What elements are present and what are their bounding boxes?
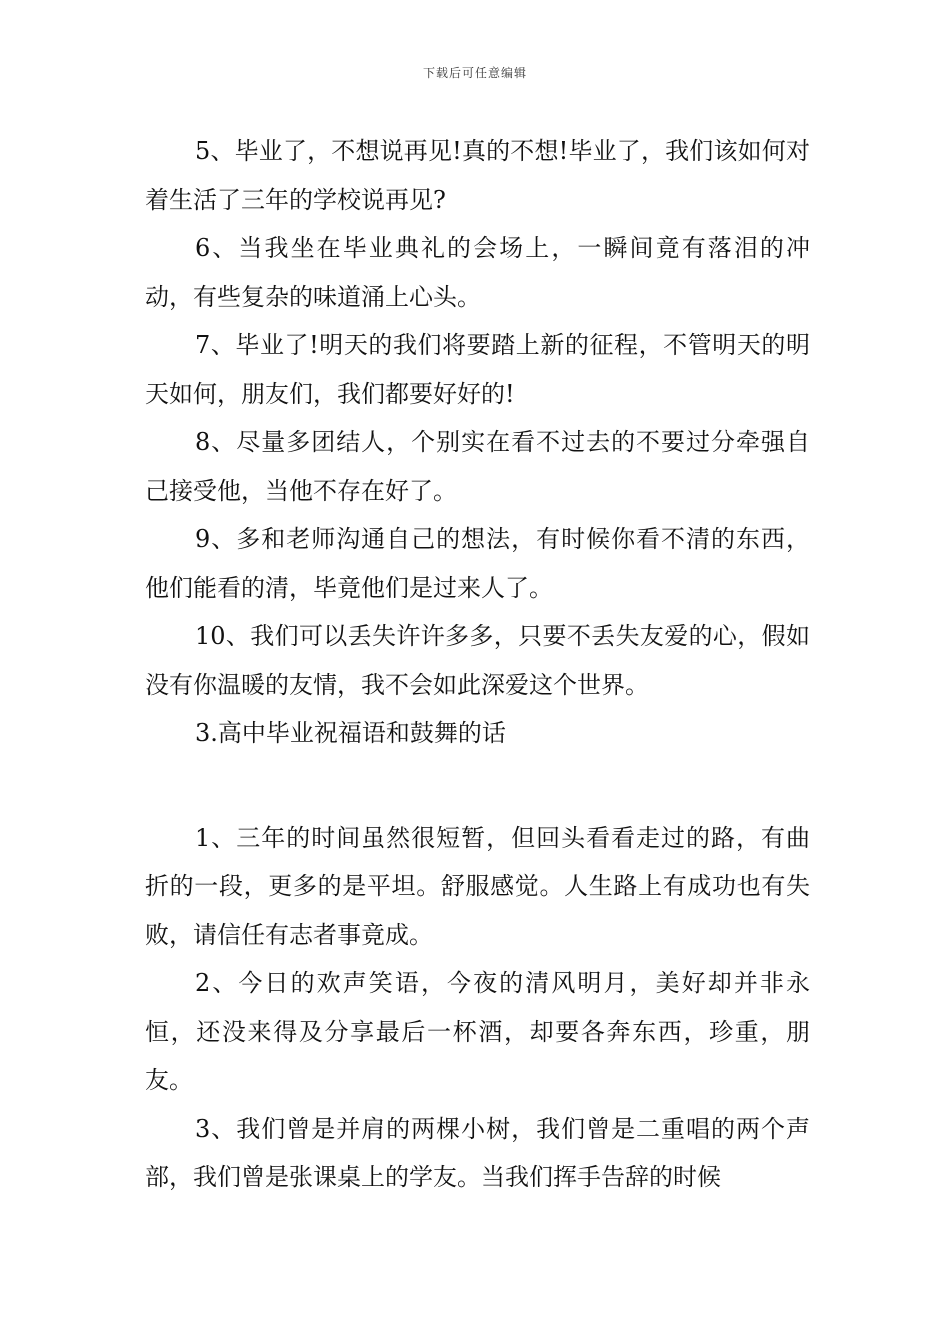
paragraph-b1: 1、三年的时间虽然很短暂，但回头看看走过的路，有曲折的一段，更多的是平坦。舒服感觉。人生路上有成功也有失败，请信任有志者事竟成。 [145, 823, 810, 949]
paragraph-10: 10、我们可以丢失许许多多，只要不丢失友爱的心，假如没有你温暖的友情，我不会如此深爱这个世界。 [145, 622, 810, 699]
section-spacer [145, 758, 810, 814]
section-heading: 3.高中毕业祝福语和鼓舞的话 [195, 719, 506, 747]
paragraph-9: 9、多和老师沟通自己的想法，有时候你看不清的东西，他们能看的清，毕竟他们是过来人了。 [145, 525, 810, 602]
paragraph-8: 8、尽量多团结人，个别实在看不过去的不要过分牵强自己接受他，当他不存在好了。 [145, 428, 810, 505]
paragraph-7: 7、毕业了!明天的我们将要踏上新的征程，不管明天的明天如何，朋友们，我们都要好好的! [145, 331, 810, 408]
document-body [145, 127, 810, 1202]
paragraph-6: 6、当我坐在毕业典礼的会场上，一瞬间竟有落泪的冲动，有些复杂的味道涌上心头。 [145, 234, 810, 311]
paragraph-b3: 3、我们曾是并肩的两棵小树，我们曾是二重唱的两个声部，我们曾是张课桌上的学友。当我们挥手告辞的时候 [145, 1114, 810, 1191]
paragraph-b2: 2、今日的欢声笑语，今夜的清风明月，美好却并非永恒，还没来得及分享最后一杯酒，却要各奔东西，珍重，朋友。 [145, 969, 810, 1094]
page-header: 下载后可任意编辑 [422, 66, 527, 80]
paragraph-5: 5、毕业了，不想说再见!真的不想!毕业了，我们该如何对着生活了三年的学校说再见? [145, 137, 810, 214]
